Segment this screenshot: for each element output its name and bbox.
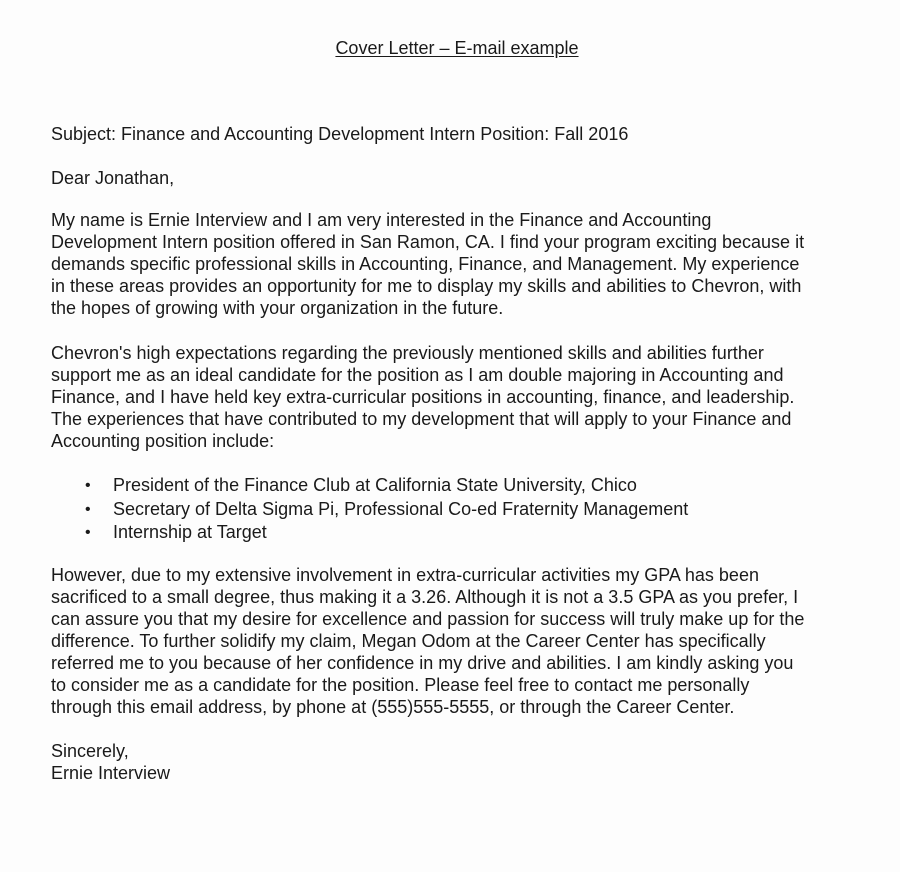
document-title: Cover Letter – E-mail example bbox=[335, 38, 579, 58]
signature: Ernie Interview bbox=[51, 763, 171, 783]
closing: Sincerely, bbox=[51, 741, 129, 761]
greeting: Dear Jonathan, bbox=[51, 168, 175, 188]
bullet-icon: • bbox=[85, 477, 91, 494]
experience-list bbox=[51, 474, 688, 545]
bullet-icon: • bbox=[85, 500, 91, 518]
paragraph-intro: My name is Ernie Interview and I am very interested in the Finance and Accounting Development Intern position offered in San Ramon, CA. I find your program exciting because it demands specific professional skills in Accounting, Finance, and Management. My experience in these areas provides an opportunity for me to display my skills and abilities to Chevron, with the hopes of growing with your organization in the future. bbox=[51, 210, 805, 318]
list-item-text: President of the Finance Club at California State University, Chico bbox=[113, 475, 637, 495]
paragraph-gpa: However, due to my extensive involvement in extra-curricular activities my GPA has been sacrificed to a small degree, thus making it a 3.26. Although it is not a 3.5 GPA as you prefer, I can assure you that my desire for excellence and passion for success will truly make up for the difference. To further solidify my claim, Megan Odom at the Career Center has specifically referred me to you because of her confidence in my drive and abilities. I am kindly asking you to consider me as a candidate for the position. Please feel free to contact me personally through this email address, by phone at (555)555-5555, or through the Career Center. bbox=[51, 565, 805, 717]
list-item bbox=[51, 474, 688, 498]
list-item-text: Internship at Target bbox=[113, 522, 267, 542]
list-item bbox=[51, 498, 688, 522]
list-item-text: Secretary of Delta Sigma Pi, Professional Co-ed Fraternity Management bbox=[113, 498, 689, 519]
bullet-icon: • bbox=[85, 524, 91, 541]
list-item bbox=[51, 521, 688, 545]
subject-line: Subject: Finance and Accounting Development Intern Position: Fall 2016 bbox=[51, 124, 629, 144]
paragraph-qualifications: Chevron's high expectations regarding the previously mentioned skills and abilities further support me as an ideal candidate for the position as I am double majoring in Accounting and Finance, and I have held key extra-curricular positions in accounting, finance, and leadership. The experiences that have contributed to my development that will apply to your Finance and Accounting position include: bbox=[51, 343, 795, 451]
